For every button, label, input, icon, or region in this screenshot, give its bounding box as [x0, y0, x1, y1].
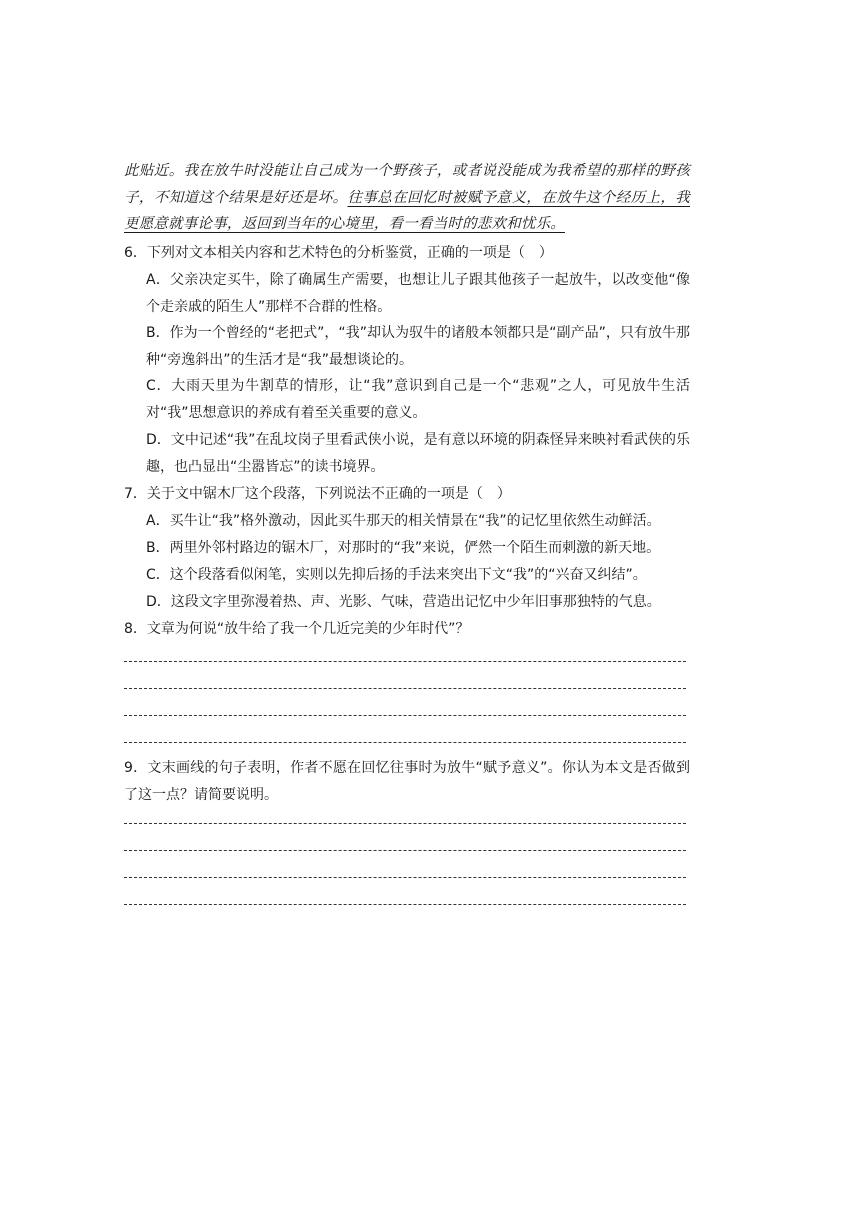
passage-ending — [124, 158, 690, 238]
question-9-answer-line[interactable] — [124, 850, 686, 851]
question-7-stem: 7．关于文中锯木厂这个段落，下列说法不正确的一项是（ ） — [124, 486, 511, 502]
question-7-option-c: C．这个段落看似闲笔，实则以先抑后扬的手法来突出下文“我”的“兴奋又纠结”。 — [146, 567, 647, 583]
passage-underlined-sentence: 往事总在回忆时被赋予意义，在放牛这个经历上，我更愿意就事论事，返回到当年的心境里，看一看当时的悲欢和忧乐。 — [124, 189, 690, 232]
question-7-option-d: D．这段文字里弥漫着热、声、光影、气味，营造出记忆中少年旧事那独特的气息。 — [146, 594, 661, 610]
question-9-answer-line[interactable] — [124, 904, 686, 905]
question-9-answer-line[interactable] — [124, 877, 686, 878]
question-6-option-d: D．文中记述“我”在乱坟岗子里看武侠小说，是有意以环境的阴森怪异来映衬看武侠的乐趣，也凸显出“尘嚣皆忘”的读书境界。 — [146, 432, 690, 475]
question-8-answer-line[interactable] — [124, 688, 686, 689]
question-6-option-b: B．作为一个曾经的“老把式”，“我”却认为驭牛的诸般本领都只是“副产品”，只有放牛那种“旁逸斜出”的生活才是“我”最想谈论的。 — [146, 325, 690, 368]
question-8-answer-line[interactable] — [124, 661, 686, 662]
passage-plain-text: 此贴近。我在放牛时没能让自己成为一个野孩子，或者说没能成为我希望的那样的野孩子，不知道这个结果是好还是坏。 — [124, 163, 690, 206]
question-6-stem: 6．下列对文本相关内容和艺术特色的分析鉴赏，正确的一项是（ ） — [124, 245, 553, 261]
question-7-option-a: A．买牛让“我”格外激动，因此买牛那天的相关情景在“我”的记忆里依然生动鲜活。 — [146, 513, 661, 529]
question-8-answer-line[interactable] — [124, 742, 686, 743]
question-8-stem: 8．文章为何说“放牛给了我一个几近完美的少年时代”？ — [124, 621, 470, 637]
question-7-option-b: B．两里外邻村路边的锯木厂，对那时的“我”来说，俨然一个陌生而刺激的新天地。 — [146, 540, 661, 556]
question-9-answer-line[interactable] — [124, 823, 686, 824]
question-6-option-a: A．父亲决定买牛，除了确属生产需要，也想让儿子跟其他孩子一起放牛，以改变他“像个走亲戚的陌生人”那样不合群的性格。 — [146, 272, 690, 315]
question-9-stem: 9．文末画线的句子表明，作者不愿在回忆往事时为放牛“赋予意义”。你认为本文是否做到了这一点？请简要说明。 — [124, 760, 690, 803]
question-6-option-c: C．大雨天里为牛割草的情形，让“我”意识到自己是一个“悲观”之人，可见放牛生活对“我”思想意识的养成有着至关重要的意义。 — [146, 378, 690, 421]
question-8-answer-line[interactable] — [124, 715, 686, 716]
